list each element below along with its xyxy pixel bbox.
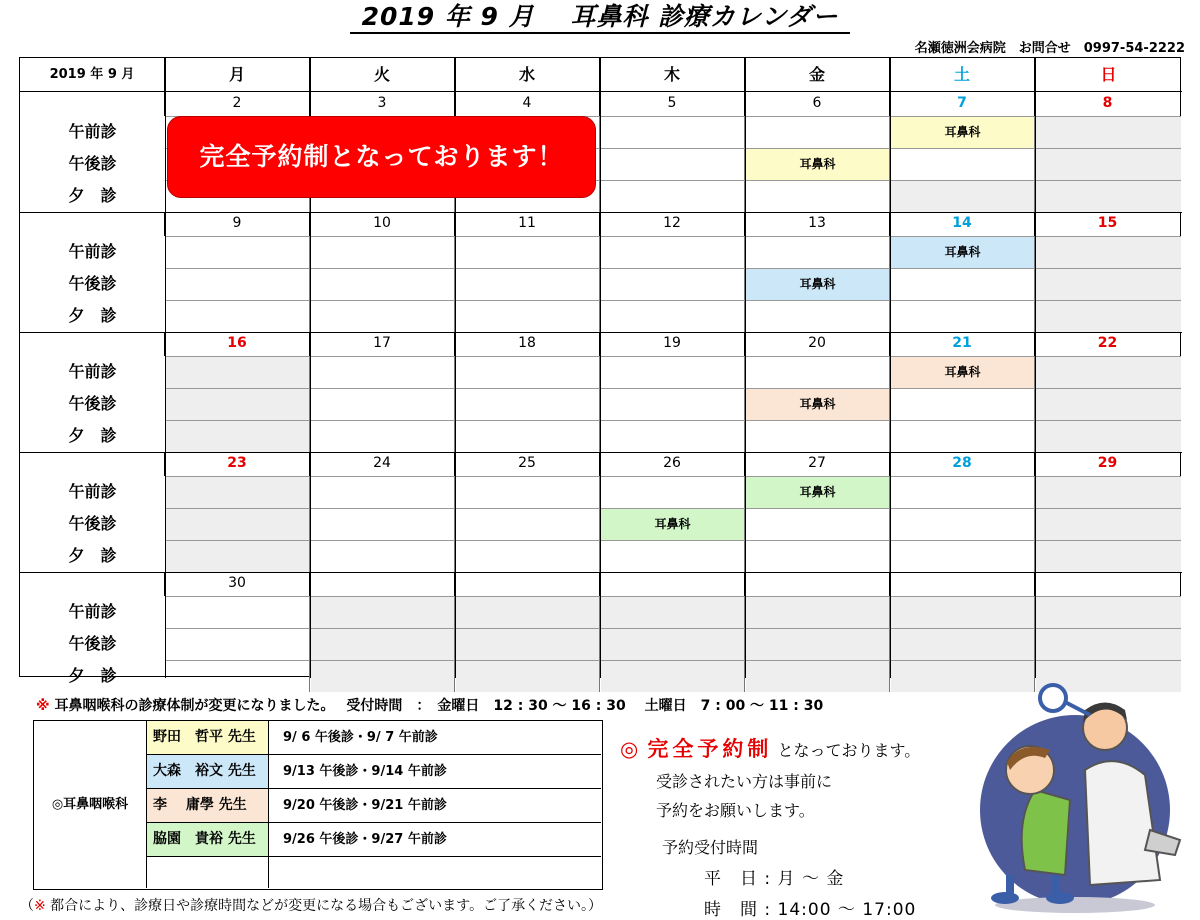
clinic-label: 耳鼻科	[799, 157, 836, 171]
empty-slot	[311, 540, 455, 572]
date-cell	[890, 572, 1035, 596]
date-label-blank	[20, 92, 165, 116]
date-cell: 25	[455, 452, 600, 476]
date-cell: 4	[455, 92, 600, 116]
date-cell: 8	[1102, 95, 1113, 111]
date-cell: 16	[165, 332, 310, 356]
empty-slot	[311, 388, 455, 420]
empty-slot	[166, 628, 310, 660]
dept-label: ◎耳鼻咽喉科	[34, 721, 147, 888]
day-header: 火	[310, 58, 455, 92]
empty-slot	[1036, 268, 1181, 300]
clinic-slot	[746, 268, 890, 300]
session-label: 午後診	[68, 394, 117, 413]
empty-slot	[166, 660, 310, 692]
empty-slot	[311, 508, 455, 540]
session-label: 午後診	[68, 274, 117, 293]
reserve-headline	[620, 733, 990, 763]
empty-slot	[1036, 420, 1181, 452]
session-label: 夕 診	[68, 666, 117, 685]
date-cell	[745, 572, 890, 596]
empty-slot	[166, 596, 310, 628]
empty-slot	[311, 420, 455, 452]
empty-slot	[166, 420, 310, 452]
empty-slot	[891, 476, 1035, 508]
empty-slot	[456, 596, 600, 628]
empty-slot	[456, 540, 600, 572]
session-label: 夕 診	[68, 546, 117, 565]
empty-slot	[456, 628, 600, 660]
session-label: 夕 診	[68, 186, 117, 205]
empty-slot	[601, 356, 745, 388]
clinic-label: 耳鼻科	[799, 485, 836, 499]
empty-slot	[456, 476, 600, 508]
empty-slot	[166, 268, 310, 300]
empty-slot	[456, 388, 600, 420]
empty-slot	[891, 300, 1035, 332]
reserve-big: 完全予約制	[647, 737, 773, 761]
empty-slot	[1036, 300, 1181, 332]
empty-slot	[456, 420, 600, 452]
empty-slot	[166, 540, 310, 572]
empty-slot	[456, 356, 600, 388]
date-cell: 11	[455, 212, 600, 236]
date-label-blank	[20, 212, 165, 236]
clinic-label: 耳鼻科	[799, 397, 836, 411]
date-cell: 10	[310, 212, 455, 236]
empty-slot	[891, 180, 1035, 212]
empty-slot	[746, 596, 890, 628]
session-label: 午前診	[68, 362, 117, 381]
date-cell: 3	[310, 92, 455, 116]
empty-slot	[1036, 476, 1181, 508]
empty-slot	[746, 300, 890, 332]
empty-slot	[891, 596, 1035, 628]
clinic-slot	[891, 356, 1035, 388]
clinic-slot	[746, 388, 890, 420]
empty-slot	[601, 180, 745, 212]
session-label: 午前診	[68, 242, 117, 261]
date-cell: 17	[310, 332, 455, 356]
header-corner: 2019 年 9 月	[20, 58, 165, 92]
day-header: 月	[165, 58, 310, 92]
empty-slot	[1036, 628, 1181, 660]
reservation-info	[620, 733, 990, 920]
doctor-name: 脇園 貴裕 先生	[147, 823, 269, 857]
date-cell	[455, 572, 600, 596]
empty-slot	[166, 508, 310, 540]
empty-slot	[1036, 356, 1181, 388]
empty-slot	[1036, 388, 1181, 420]
hospital-contact: 名瀬徳洲会病院 お問合せ 0997-54-2222	[914, 41, 1185, 56]
empty-slot	[746, 180, 890, 212]
empty-slot	[601, 420, 745, 452]
footnote	[20, 895, 602, 915]
empty-slot	[601, 596, 745, 628]
empty-slot	[456, 268, 600, 300]
doctor-table	[33, 720, 603, 890]
doctor-name: 野田 哲平 先生	[147, 721, 269, 755]
session-label: 午後診	[68, 154, 117, 173]
empty-slot	[166, 356, 310, 388]
empty-slot	[891, 148, 1035, 180]
clinic-slot	[601, 508, 745, 540]
date-cell: 18	[455, 332, 600, 356]
empty-slot	[311, 236, 455, 268]
empty-slot	[1036, 236, 1181, 268]
page-title: 2019 年 9 月 耳鼻科 診療カレンダー	[350, 2, 850, 34]
doctor-name: 李 庸學 先生	[147, 789, 269, 823]
date-cell: 26	[600, 452, 745, 476]
clinic-slot	[891, 236, 1035, 268]
clinic-label: 耳鼻科	[654, 517, 691, 531]
reservation-banner: 完全予約制となっております！	[167, 116, 596, 198]
empty-slot	[746, 116, 890, 148]
empty-slot	[311, 300, 455, 332]
reserve-time-title: 予約受付時間	[662, 838, 759, 857]
empty-slot	[1036, 148, 1181, 180]
empty-slot	[166, 300, 310, 332]
empty-slot	[1036, 180, 1181, 212]
date-cell	[310, 572, 455, 596]
empty-slot	[601, 628, 745, 660]
date-cell	[600, 572, 745, 596]
empty-slot	[601, 660, 745, 692]
clinic-slot	[891, 116, 1035, 148]
date-cell: 7	[890, 92, 1035, 116]
notice-line	[36, 695, 823, 715]
date-cell: 5	[600, 92, 745, 116]
date-cell: 22	[1097, 335, 1118, 351]
empty-slot	[311, 596, 455, 628]
reserve-mark: ◎	[620, 737, 643, 761]
date-label-blank	[20, 452, 165, 476]
empty-slot	[601, 300, 745, 332]
day-header: 金	[745, 58, 890, 92]
reserve-line1: 受診されたい方は事前に	[656, 772, 833, 791]
clinic-label: 耳鼻科	[944, 125, 981, 139]
empty-slot	[746, 236, 890, 268]
session-label: 午前診	[68, 482, 117, 501]
calendar-grid	[19, 57, 1181, 685]
reserve-weekday: 平 日 : 月 〜 金	[704, 869, 845, 889]
empty-slot	[891, 540, 1035, 572]
day-header: 土	[890, 58, 1035, 92]
footnote-open: （	[20, 898, 34, 914]
date-cell	[1035, 572, 1180, 596]
clinic-slot	[746, 148, 890, 180]
day-header: 日	[1035, 58, 1182, 92]
empty-slot	[746, 420, 890, 452]
column-divider	[890, 58, 891, 678]
empty-slot	[891, 388, 1035, 420]
session-label: 夕 診	[68, 426, 117, 445]
date-cell: 28	[890, 452, 1035, 476]
empty-slot	[746, 508, 890, 540]
doctor-examining-child-illustration	[965, 680, 1195, 915]
empty-slot	[601, 148, 745, 180]
empty-slot	[601, 540, 745, 572]
empty-slot	[746, 660, 890, 692]
empty-slot	[601, 476, 745, 508]
column-divider	[165, 58, 166, 678]
reserve-rest: となっております。	[777, 741, 921, 760]
date-cell: 2	[165, 92, 310, 116]
empty-slot	[891, 628, 1035, 660]
empty-slot	[1036, 508, 1181, 540]
empty-slot	[456, 236, 600, 268]
empty-slot	[311, 660, 455, 692]
clinic-label: 耳鼻科	[944, 245, 981, 259]
notice-mark: ※	[36, 698, 50, 714]
date-cell: 15	[1097, 215, 1118, 231]
empty-slot	[1036, 116, 1181, 148]
empty-slot	[601, 268, 745, 300]
empty-slot	[1036, 596, 1181, 628]
empty-slot	[601, 236, 745, 268]
session-label: 午後診	[68, 634, 117, 653]
empty-slot	[311, 356, 455, 388]
doctor-name: 大森 裕文 先生	[147, 755, 269, 789]
session-label: 午前診	[68, 602, 117, 621]
empty-slot	[456, 508, 600, 540]
column-divider	[1035, 58, 1036, 678]
clinic-slot	[746, 476, 890, 508]
date-cell: 29	[1097, 455, 1118, 471]
date-cell: 24	[310, 452, 455, 476]
doctor-schedule: 9/20 午後診・9/21 午前診	[269, 789, 601, 823]
reserve-line2: 予約をお願いします。	[656, 801, 815, 820]
session-label: 午後診	[68, 514, 117, 533]
empty-slot	[166, 236, 310, 268]
day-header: 水	[455, 58, 600, 92]
reserve-hours: 時 間 : 14:00 〜 17:00	[704, 900, 917, 920]
date-cell: 9	[165, 212, 310, 236]
session-label: 夕 診	[68, 306, 117, 325]
date-cell: 12	[600, 212, 745, 236]
date-cell: 23	[165, 452, 310, 476]
date-cell: 27	[745, 452, 890, 476]
doctor-schedule: 9/26 午後診・9/27 午前診	[269, 823, 601, 857]
empty-slot	[746, 628, 890, 660]
empty-slot	[311, 476, 455, 508]
date-cell: 19	[600, 332, 745, 356]
clinic-label: 耳鼻科	[944, 365, 981, 379]
date-label-blank	[20, 572, 165, 596]
column-divider	[745, 58, 746, 678]
date-cell: 20	[745, 332, 890, 356]
empty-slot	[601, 116, 745, 148]
doctor-schedule: 9/ 6 午後診・9/ 7 午前診	[269, 721, 601, 755]
day-header: 木	[600, 58, 745, 92]
empty-slot	[166, 388, 310, 420]
notice-text: 耳鼻咽喉科の診療体制が変更になりました。 受付時間 ： 金曜日 12 : 30 〜 16 : 30 土曜日 7 : 00 〜 11 : 30	[49, 698, 824, 714]
date-cell: 30	[165, 572, 310, 596]
doctor-schedule: 9/13 午後診・9/14 午前診	[269, 755, 601, 789]
date-cell: 21	[890, 332, 1035, 356]
empty-slot	[891, 268, 1035, 300]
date-cell: 14	[890, 212, 1035, 236]
column-divider	[600, 58, 601, 678]
empty-slot	[891, 508, 1035, 540]
empty-slot	[1036, 540, 1181, 572]
clinic-label: 耳鼻科	[799, 277, 836, 291]
empty-slot	[456, 660, 600, 692]
doctor-name-blank	[147, 857, 269, 888]
date-cell: 13	[745, 212, 890, 236]
date-label-blank	[20, 332, 165, 356]
empty-slot	[746, 356, 890, 388]
session-label: 午前診	[68, 122, 117, 141]
empty-slot	[166, 476, 310, 508]
empty-slot	[601, 388, 745, 420]
empty-slot	[311, 628, 455, 660]
date-cell: 6	[745, 92, 890, 116]
empty-slot	[456, 300, 600, 332]
empty-slot	[891, 420, 1035, 452]
footnote-mark: ※	[34, 898, 46, 914]
empty-slot	[746, 540, 890, 572]
empty-slot	[311, 268, 455, 300]
footnote-text: 都合により、診療日や診療時間などが変更になる場合もございます。ご了承ください。）	[45, 898, 603, 914]
